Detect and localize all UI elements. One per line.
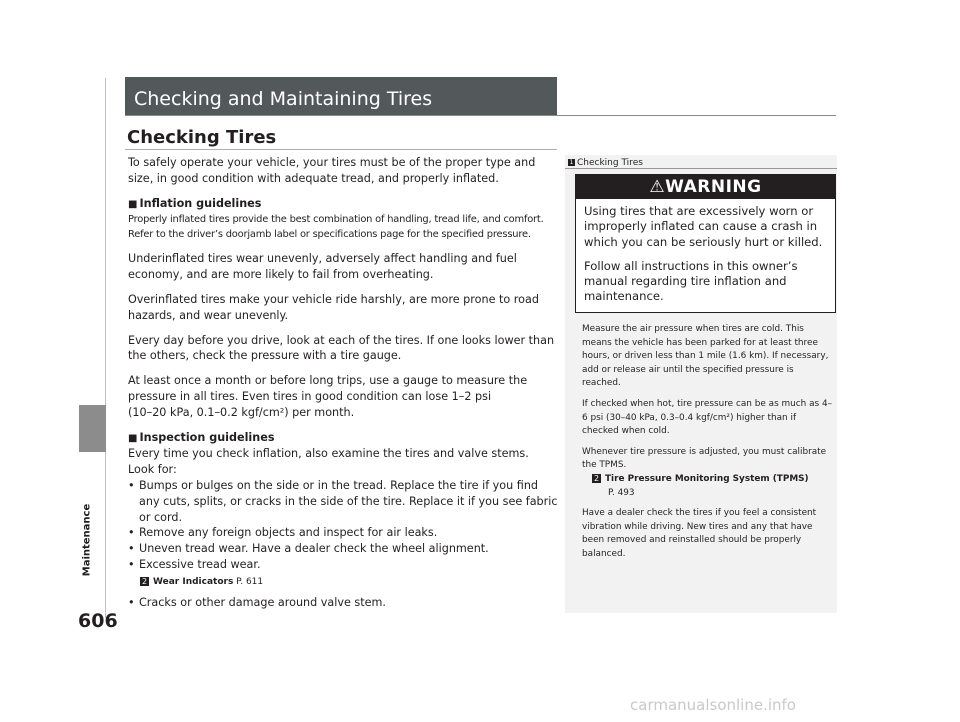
balance-note: Have a dealer check the tires if you feel a consistent vibration while driving. New tires and any that have been removed and reinstalled should be properly balanced. [582,508,817,559]
underinflated-paragraph: Underinflated tires wear unevenly, adversely affect handling and fuel economy, and are more likely to fail from overheating. [128,252,517,282]
square-bullet-icon: ■ [128,432,138,444]
list-item: • Remove any foreign objects and inspect for air leaks. [128,525,560,541]
list-item: • Bumps or bulges on the side or in the tread. Replace the tire if you find any cuts, splits, or cracks in the side of the tire. Replace it if you see fabric or cord. [128,478,560,525]
main-column [128,155,560,610]
side-note-title: 1 Checking Tires [569,158,643,168]
side-note-rule [565,168,837,169]
tpms-link[interactable]: 2 Tire Pressure Monitoring System (TPMS) [593,473,809,484]
header-rule [125,115,836,116]
warning-triangle-icon: ⚠ [649,177,666,197]
monthly-check-paragraph: At least once a month or before long trips, use a gauge to measure the pressure in all tires. Even tires in good condition can lose 1–2 psi (10–20 kPa, 0.1–0.2 kgf/cm²) per month. [128,374,528,419]
warning-header: ⚠WARNING [576,175,835,199]
list-item: • Cracks or other damage around valve stem. [128,595,560,611]
margin-divider [105,78,106,618]
inspection-list-continued [128,595,560,611]
page-number: 606 [78,610,118,632]
warning-instruction: Follow all instructions in this owner’s manual regarding tire inflation and maintenance. [584,258,798,304]
square-bullet-icon: ■ [128,198,138,210]
warning-text: Using tires that are excessively worn or improperly inflated can cause a crash in which you can be seriously hurt or killed. [584,204,823,249]
warning-body [576,199,835,305]
section-tab-marker [79,405,106,452]
reference-arrow-icon: 2 [141,576,148,586]
wear-indicators-link[interactable]: 2 Wear Indicators P. 611 [141,576,264,587]
list-item: • Uneven tread wear. Have a dealer check the wheel alignment. [128,541,560,557]
inflation-heading: ■ Inflation guidelines [128,196,262,210]
overinflated-paragraph: Overinflated tires make your vehicle ride harshly, are more prone to road hazards, and wear unevenly. [128,292,539,322]
list-item: • Excessive tread wear. [128,557,560,573]
tpms-page-ref: P. 493 [608,487,635,498]
reference-arrow-icon: 2 [593,473,600,483]
note-marker-icon: 1 [569,159,574,166]
look-for-label: Look for: [128,463,177,477]
section-rule [125,149,557,150]
cold-pressure-note: Measure the air pressure when tires are cold. This means the vehicle has been parked for at least three hours, or driven less than 1 mile (1.6 km). If necessary, add or release air until the specified pressure is reached. [582,324,829,389]
inspection-heading: ■ Inspection guidelines [128,430,275,444]
tpms-calibrate-note: Whenever tire pressure is adjusted, you must calibrate the TPMS. [582,446,827,471]
section-title: Checking Tires [127,127,277,148]
inspection-list [128,478,560,573]
inspection-intro: Every time you check inflation, also examine the tires and valve stems. [128,447,529,461]
watermark: carmanualsonline.info [630,696,796,714]
hot-pressure-note: If checked when hot, tire pressure can be as much as 4–6 psi (30–40 kPa, 0.3–0.4 kgf/cm²) higher than if checked when cold. [582,398,833,437]
side-note-body [582,323,834,569]
intro-paragraph: To safely operate your vehicle, your tires must be of the proper type and size, in good condition with adequate tread, and properly inflated. [128,156,536,185]
section-side-label: Maintenance [81,503,93,577]
daily-check-paragraph: Every day before you drive, look at each of the tires. If one looks lower than the others, check the pressure with a tire gauge. [128,333,555,363]
warning-box [575,174,836,313]
inflation-note: Properly inflated tires provide the best combination of handling, tread life, and comfort. Refer to the driver’s doorjamb label or specifications page for the specified pressure. [128,214,544,241]
chapter-title: Checking and Maintaining Tires [134,88,433,110]
